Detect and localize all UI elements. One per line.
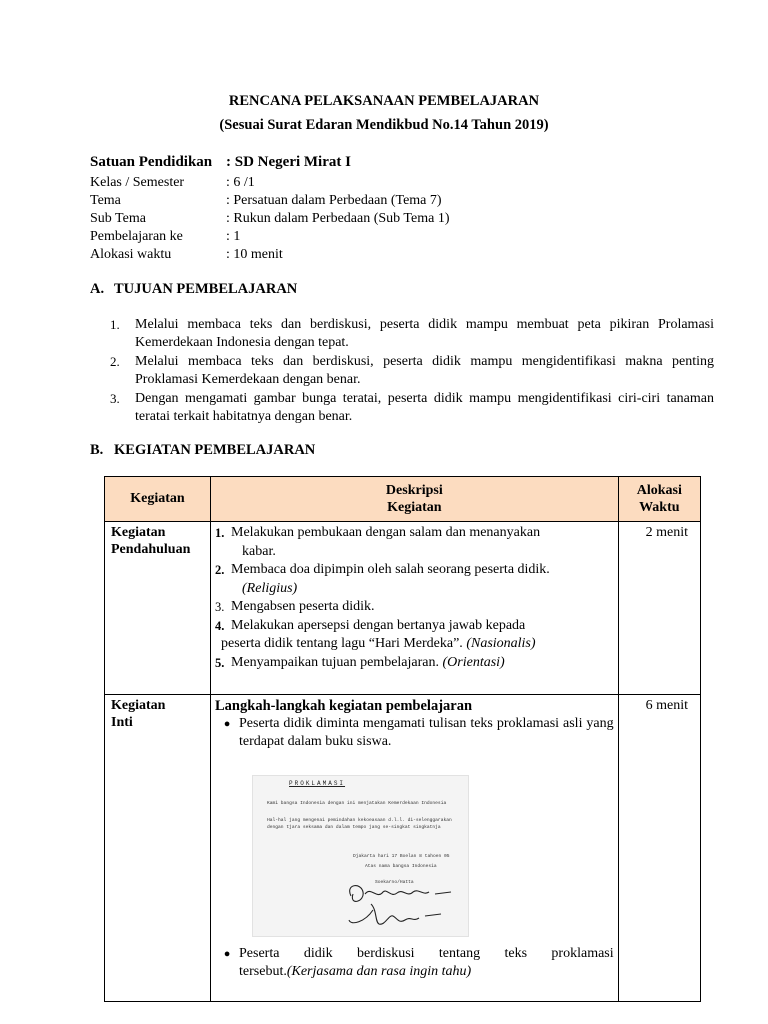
- header-deskripsi-line2: Kegiatan: [387, 500, 442, 515]
- section-b-title: KEGIATAN PEMBELAJARAN: [114, 442, 316, 458]
- list-item-number: 2.: [110, 354, 120, 369]
- identity-label: Tema: [90, 193, 121, 208]
- bullet-icon: ●: [223, 718, 231, 730]
- identity-value: : Persatuan dalam Perbedaan (Tema 7): [226, 193, 442, 208]
- identity-row: [90, 228, 650, 246]
- activity-name-cell: [105, 695, 211, 1002]
- list-item-text: Melalui membaca teks dan berdiskusi, peserta didik mampu membuat peta pikiran Prolamasi Kemerdekaan Indonesia dengan tepat.: [135, 317, 714, 350]
- list-item: [110, 390, 714, 426]
- activity-description-cell: [211, 522, 619, 695]
- step-text: [231, 524, 614, 561]
- activity-time-cell: 2 menit: [618, 522, 700, 695]
- list-item: [110, 316, 714, 352]
- list-item: [215, 598, 614, 617]
- step-number: 3.: [215, 600, 225, 614]
- identity-label: Kelas / Semester: [90, 175, 185, 190]
- identity-row: [90, 192, 650, 210]
- step-text: [221, 617, 614, 654]
- step-text-cont: peserta didik tentang lagu “Hari Merdeka”.: [221, 636, 463, 651]
- activity-time-cell: 6 menit: [618, 695, 700, 1002]
- list-item: [215, 654, 614, 673]
- step-text-main: Melakukan apersepsi dengan bertanya jawab kepada: [231, 617, 526, 633]
- step-character-tag: (Orientasi): [442, 654, 505, 670]
- header-alokasi-line2: Waktu: [639, 500, 680, 515]
- activity-name-line1: Kegiatan: [111, 525, 166, 540]
- document-subtitle: (Sesuai Surat Edaran Mendikbud No.14 Tahun 2019): [219, 117, 549, 133]
- identity-value: : 1: [226, 229, 241, 244]
- identity-label: Pembelajaran ke: [90, 229, 183, 244]
- step-text-main: Membaca doa dipimpin oleh salah seorang peserta didik.: [231, 562, 550, 577]
- identity-label: Sub Tema: [90, 211, 146, 226]
- step-text: [231, 561, 614, 598]
- bullet-text-line2: tersebut.: [239, 964, 287, 979]
- header-kegiatan: Kegiatan: [105, 477, 211, 522]
- identity-block: [90, 152, 650, 264]
- header-deskripsi-line1: Deskripsi: [385, 483, 443, 498]
- identity-value: : 6 /1: [226, 175, 255, 190]
- section-a-title: TUJUAN PEMBELAJARAN: [114, 281, 298, 297]
- learning-objectives-list: [110, 316, 714, 427]
- identity-row: [90, 152, 650, 174]
- identity-label: Alokasi waktu: [90, 247, 172, 262]
- list-item: [215, 715, 614, 751]
- activity-name-cell: [105, 522, 211, 695]
- step-text-main: Mengabsen peserta didik.: [231, 599, 375, 614]
- document-title: RENCANA PELAKSANAAN PEMBELAJARAN: [228, 93, 540, 109]
- list-item: [215, 561, 614, 598]
- bullet-text: [239, 945, 614, 981]
- opening-steps-list: [215, 522, 614, 672]
- header-alokasi: [618, 477, 700, 522]
- list-item: [215, 945, 614, 981]
- activity-name-line2: Inti: [111, 715, 133, 730]
- step-text-main: Menyampaikan tujuan pembelajaran.: [231, 654, 439, 670]
- step-number: 1.: [215, 526, 225, 540]
- bullet-character-tag: (Kerjasama dan rasa ingin tahu): [286, 964, 472, 979]
- identity-label: Satuan Pendidikan: [90, 154, 213, 170]
- bullet-text-line1: Peserta didik berdiskusi tentang teks proklamasi: [239, 946, 614, 961]
- list-item-text: Dengan mengamati gambar bunga teratai, peserta didik mampu mengidentifikasi ciri-ciri tanaman teratai terkait habitatnya dengan benar.: [135, 391, 714, 424]
- core-steps-list: [215, 715, 614, 751]
- proclamation-text-image: [252, 775, 469, 937]
- step-character-tag: (Nasionalis): [466, 636, 536, 651]
- header-alokasi-line1: Alokasi: [636, 483, 682, 498]
- signature-graphic: [253, 776, 468, 936]
- step-number: 5.: [215, 655, 225, 670]
- identity-value: : 10 menit: [226, 247, 283, 262]
- section-a-number: A.: [90, 281, 105, 297]
- identity-row: [90, 246, 650, 264]
- table-row: [105, 695, 701, 1002]
- section-b-heading: [90, 441, 315, 459]
- step-text: [231, 654, 614, 673]
- activity-name-line1: Kegiatan: [111, 698, 166, 713]
- section-a-heading: [90, 280, 297, 298]
- step-number: 2.: [215, 563, 225, 577]
- proclamation-date: Djakarta hari 17 Boelan 8 tahoen 05: [353, 854, 450, 859]
- identity-row: [90, 210, 650, 228]
- list-item-text: Melalui membaca teks dan berdiskusi, peserta didik mampu mengidentifikasi makna penting Proklamasi Kemerdekaan dengan benar.: [135, 354, 714, 387]
- table-header-row: [105, 477, 701, 522]
- bullet-icon: ●: [223, 948, 231, 960]
- step-text-cont: kabar.: [242, 543, 276, 559]
- step-number: 4.: [215, 618, 225, 633]
- table-row: [105, 522, 701, 695]
- section-b-number: B.: [90, 442, 104, 458]
- identity-row: [90, 174, 650, 192]
- proclamation-paragraph-2: Hal-hal jang mengenai pemindahan kekoeasaan d.l.l. di-selenggarakan dengan tjara seksama dan dalam tempo jang se-singkat singkatnja: [267, 818, 452, 830]
- list-item-number: 1.: [110, 317, 120, 332]
- core-steps-list-2: [215, 945, 614, 981]
- identity-value: : Rukun dalam Perbedaan (Sub Tema 1): [226, 211, 450, 226]
- header-deskripsi: [211, 477, 619, 522]
- activity-description-cell: [211, 695, 619, 1002]
- proclamation-names: Soekarno/Hatta: [375, 880, 414, 885]
- activities-table: [104, 476, 701, 1002]
- step-text-main: Melakukan pembukaan dengan salam dan menanyakan: [231, 525, 541, 540]
- step-character-tag: (Religius): [242, 580, 298, 596]
- proclamation-sign-line: Atas nama bangsa Indonesia: [365, 864, 437, 869]
- identity-value: : SD Negeri Mirat I: [226, 154, 351, 170]
- list-item-number: 3.: [110, 391, 120, 406]
- activity-name-line2: Pendahuluan: [111, 542, 191, 557]
- bullet-text: Peserta didik diminta mengamati tulisan teks proklamasi asli yang terdapat dalam buku siswa.: [239, 716, 614, 749]
- proclamation-heading: PROKLAMASI: [289, 780, 346, 787]
- core-steps-heading: Langkah-langkah kegiatan pembelajaran: [215, 698, 473, 714]
- list-item: [215, 524, 614, 561]
- proclamation-paragraph-1: Kami bangsa Indonesia dengan ini menjatakan Kemerdekaan Indonesia: [267, 801, 447, 806]
- list-item: [215, 617, 614, 654]
- list-item: [110, 353, 714, 389]
